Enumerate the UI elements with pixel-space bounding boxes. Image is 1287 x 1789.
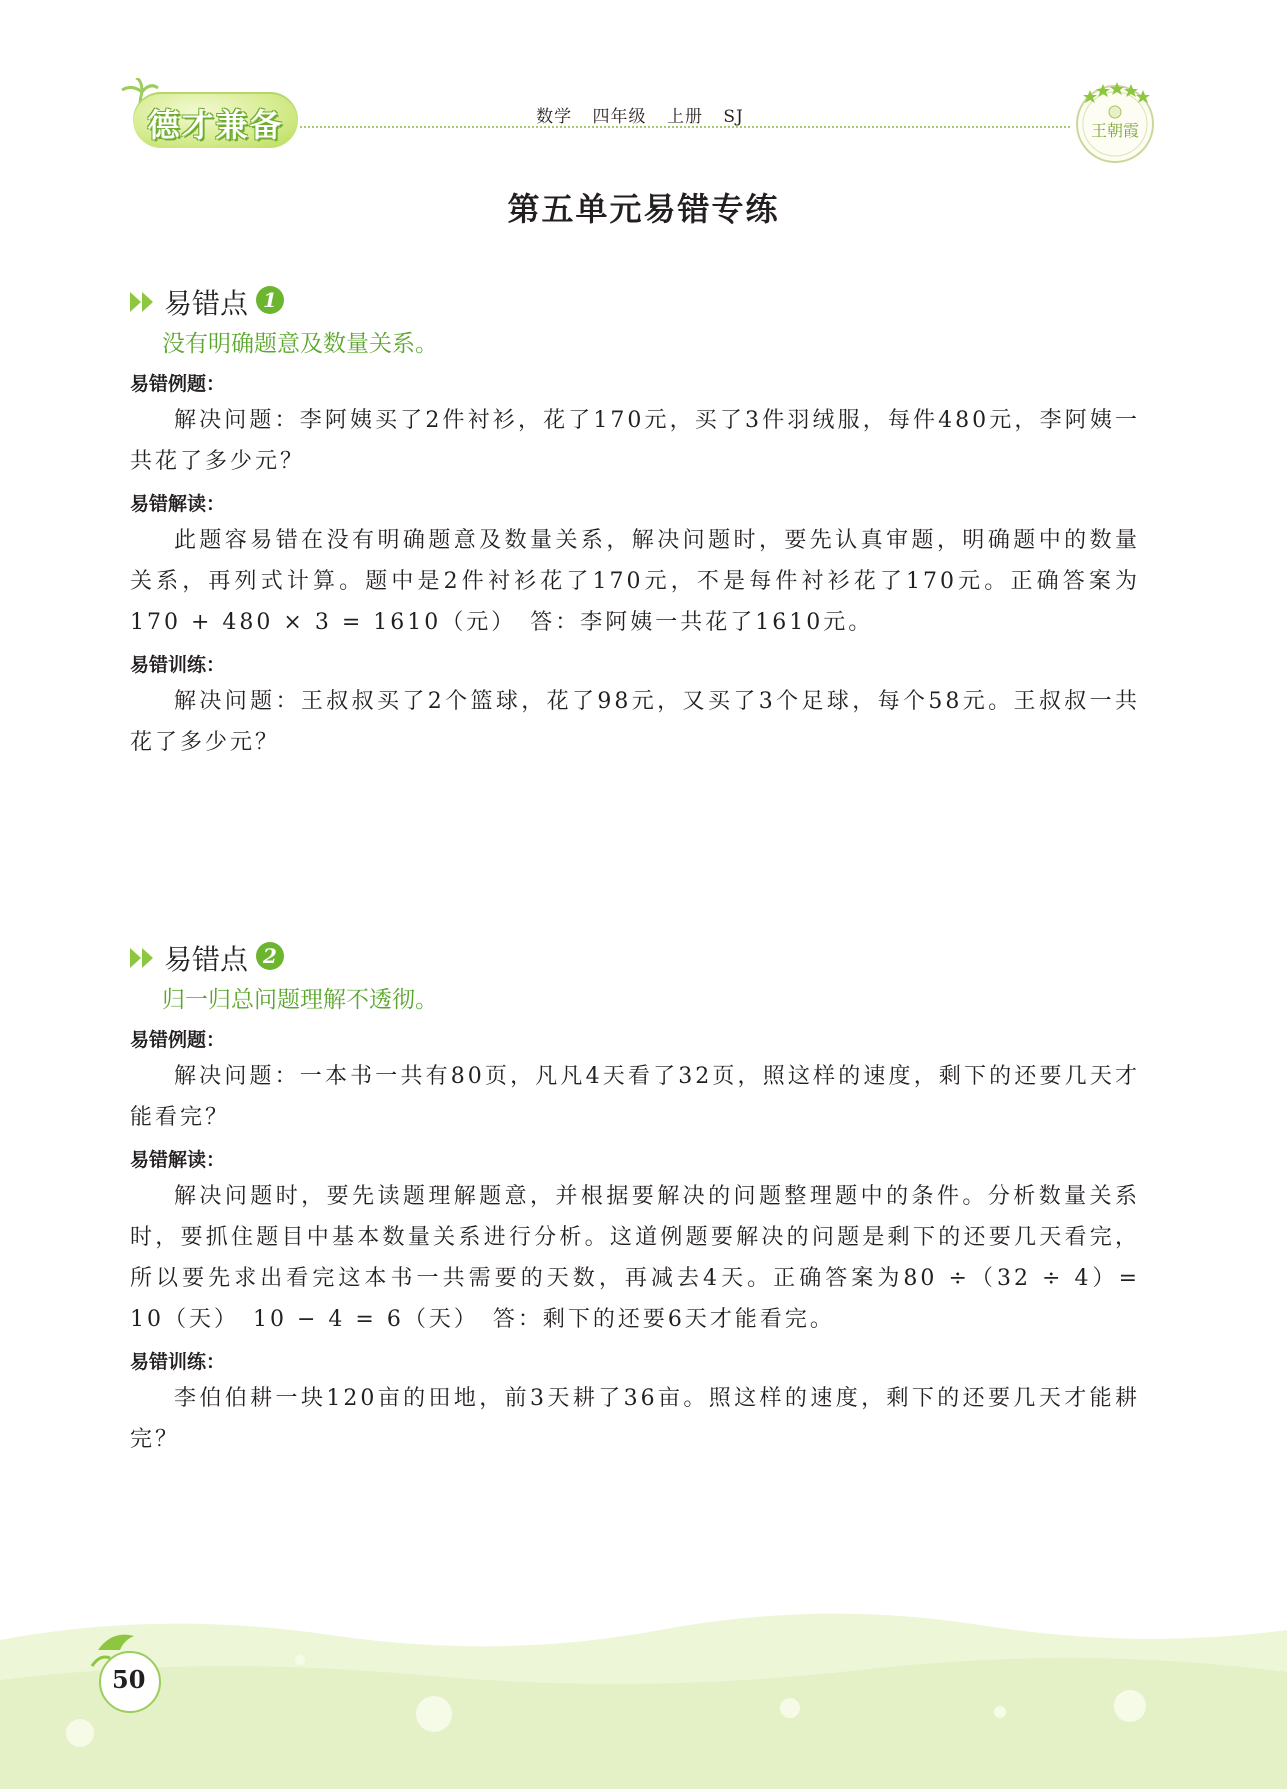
seal-text: 王朝霞 — [1090, 121, 1140, 140]
example-heading: 易错例题： — [130, 373, 226, 395]
error-point-heading — [130, 938, 1140, 978]
error-point-heading — [130, 282, 1140, 322]
training-heading: 易错训练： — [130, 654, 226, 676]
book-subtitle: 数学 四年级 上册 SJ — [536, 107, 744, 127]
example-text: 解决问题：一本书一共有80页，凡凡4天看了32页，照这样的速度，剩下的还要几天才能看完？ — [130, 1064, 1140, 1130]
training-heading: 易错训练： — [130, 1351, 226, 1373]
brand-logo-text: 德才兼备 — [147, 106, 284, 144]
page-title: 第五单元易错专练 — [507, 190, 780, 228]
analysis-text: 解决问题时，要先读题理解题意，并根据要解决的问题整理题中的条件。分析数量关系时，要抓住题目中基本数量关系进行分析。这道例题要解决的问题是剩下的还要几天看完，所以要先求出看完这本书一共需要的天数，再减去4天。正确答案为80 ÷（32 ÷ 4）= 10（天） 10 − 4 = 6（天） 答：剩下的还要6天才能看完。 — [130, 1184, 1140, 1332]
page-number: 50 — [112, 1665, 146, 1694]
analysis-text: 此题容易错在没有明确题意及数量关系，解决问题时，要先认真审题，明确题中的数量关系，再列式计算。题中是2件衬衫花了170元，不是每件衬衫花了170元。正确答案为170 + 480 × 3 = 1610（元） 答：李阿姨一共花了1610元。 — [130, 528, 1140, 635]
error-point-label: 易错点 — [164, 287, 249, 320]
error-point-number-badge: 1 — [256, 286, 284, 314]
analysis-heading: 易错解读： — [130, 1149, 226, 1171]
error-point-description: 没有明确题意及数量关系。 — [162, 331, 438, 357]
author-seal-icon — [1070, 76, 1160, 166]
training-text: 解决问题：王叔叔买了2个篮球，花了98元，又买了3个足球，每个58元。王叔叔一共花了多少元？ — [130, 689, 1140, 755]
example-heading: 易错例题： — [130, 1029, 226, 1051]
footer-wave-decoration — [0, 1600, 1287, 1789]
error-point-number-badge: 2 — [256, 942, 284, 970]
page-header — [0, 0, 1287, 170]
brand-logo — [133, 92, 298, 148]
error-point-description: 归一归总问题理解不透彻。 — [162, 987, 438, 1013]
error-point-label: 易错点 — [164, 943, 249, 976]
training-text: 李伯伯耕一块120亩的田地，前3天耕了36亩。照这样的速度，剩下的还要几天才能耕完？ — [130, 1386, 1140, 1452]
double-arrow-icon — [130, 290, 156, 314]
double-arrow-icon — [130, 946, 156, 970]
example-text: 解决问题：李阿姨买了2件衬衫，花了170元，买了3件羽绒服，每件480元，李阿姨一共花了多少元？ — [130, 408, 1140, 474]
analysis-heading: 易错解读： — [130, 493, 226, 515]
error-point-1 — [130, 282, 1140, 763]
error-point-2 — [130, 938, 1140, 1460]
